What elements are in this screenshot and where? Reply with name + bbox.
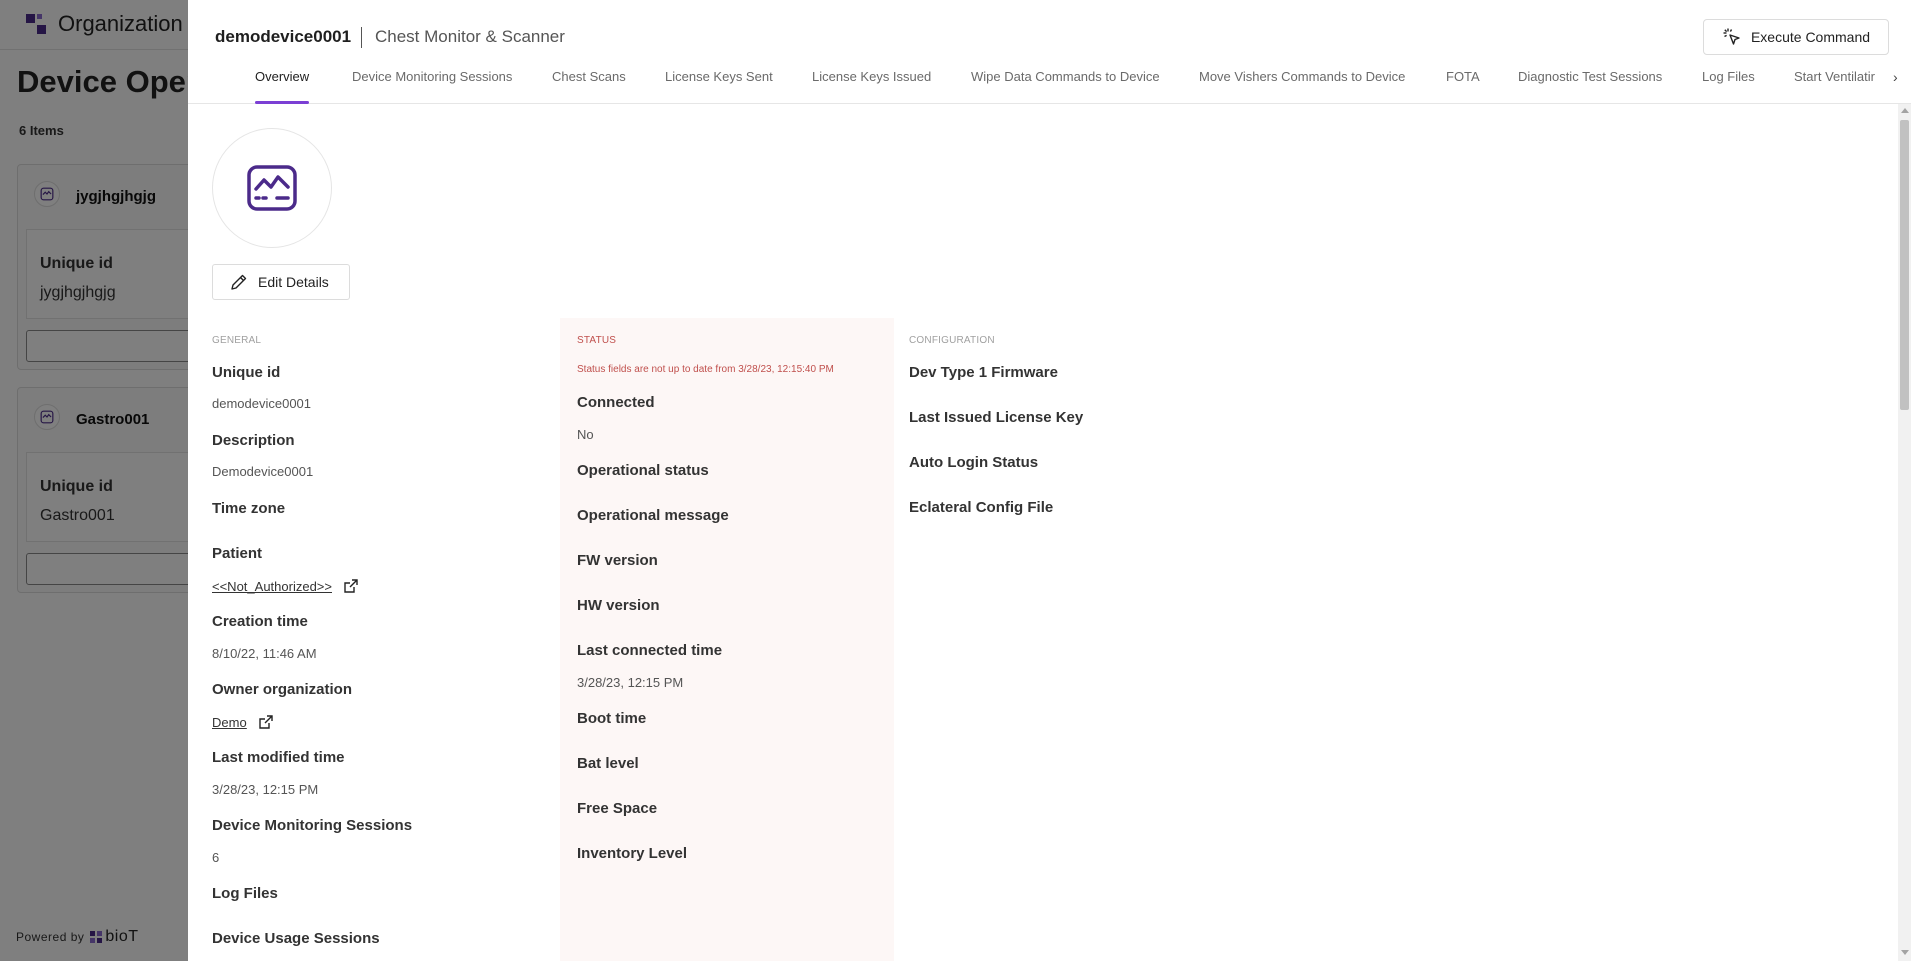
external-link-icon xyxy=(343,578,359,594)
bat-level-label: Bat level xyxy=(577,755,639,772)
tabs-next-icon[interactable]: › xyxy=(1893,69,1898,85)
patient-link-text: <<Not_Authorized>> xyxy=(212,578,332,594)
time-zone-label: Time zone xyxy=(212,500,286,517)
auto-login-status-label: Auto Login Status xyxy=(909,454,1039,471)
tab-start-ventilation[interactable]: Start Ventilatir xyxy=(1794,69,1875,84)
device-avatar xyxy=(212,128,332,248)
device-monitoring-sessions-value: 6 xyxy=(212,850,220,865)
monitor-chart-icon xyxy=(247,165,297,211)
creation-time-value: 8/10/22, 11:46 AM xyxy=(212,646,317,661)
general-section-title: GENERAL xyxy=(212,335,262,346)
header-divider xyxy=(361,27,362,48)
owner-organization-label: Owner organization xyxy=(212,681,353,698)
external-link-icon xyxy=(258,714,274,730)
tab-overview[interactable]: Overview xyxy=(255,69,309,104)
device-usage-sessions-label: Device Usage Sessions xyxy=(212,930,380,947)
tab-log-files[interactable]: Log Files xyxy=(1702,69,1755,84)
status-section-title: STATUS xyxy=(577,335,617,346)
patient-link[interactable] xyxy=(212,578,359,594)
dev-type-1-firmware-label: Dev Type 1 Firmware xyxy=(909,364,1058,381)
connected-value: No xyxy=(577,427,594,442)
execute-command-label: Execute Command xyxy=(1750,29,1871,45)
owner-organization-link-text: Demo xyxy=(212,714,247,730)
pencil-icon xyxy=(230,273,248,291)
patient-label: Patient xyxy=(212,545,263,562)
scrollbar-thumb[interactable] xyxy=(1900,120,1909,410)
scroll-down-icon[interactable] xyxy=(1901,950,1909,955)
tab-fota[interactable]: FOTA xyxy=(1446,69,1480,84)
eclateral-config-file-label: Eclateral Config File xyxy=(909,499,1054,516)
cursor-click-icon xyxy=(1722,27,1742,47)
boot-time-label: Boot time xyxy=(577,710,647,727)
tab-chest-scans[interactable]: Chest Scans xyxy=(552,69,626,84)
last-connected-time-label: Last connected time xyxy=(577,642,723,659)
description-value: Demodevice0001 xyxy=(212,464,314,479)
edit-details-button[interactable] xyxy=(212,264,350,300)
tab-device-monitoring-sessions[interactable]: Device Monitoring Sessions xyxy=(352,69,513,84)
hw-version-label: HW version xyxy=(577,597,660,614)
tab-license-keys-sent[interactable]: License Keys Sent xyxy=(665,69,773,84)
status-stale-note: Status fields are not up to date from 3/28/23, 12:15:40 PM xyxy=(577,364,834,375)
inventory-level-label: Inventory Level xyxy=(577,845,688,862)
connected-label: Connected xyxy=(577,394,655,411)
fw-version-label: FW version xyxy=(577,552,658,569)
device-monitoring-sessions-label: Device Monitoring Sessions xyxy=(212,817,413,834)
tab-license-keys-issued[interactable]: License Keys Issued xyxy=(812,69,932,84)
last-modified-time-label: Last modified time xyxy=(212,749,345,766)
execute-command-button[interactable] xyxy=(1703,19,1889,55)
tab-bar xyxy=(188,58,1911,104)
tab-wipe-data-commands[interactable]: Wipe Data Commands to Device xyxy=(971,69,1160,84)
log-files-label: Log Files xyxy=(212,885,278,902)
free-space-label: Free Space xyxy=(577,800,658,817)
last-connected-time-value: 3/28/23, 12:15 PM xyxy=(577,675,684,690)
tab-move-vishers-commands[interactable]: Move Vishers Commands to Device xyxy=(1199,69,1406,84)
device-name: demodevice0001 xyxy=(215,27,352,46)
scroll-up-icon[interactable] xyxy=(1901,108,1909,113)
status-panel xyxy=(560,318,894,961)
last-issued-license-key-label: Last Issued License Key xyxy=(909,409,1084,426)
unique-id-value: demodevice0001 xyxy=(212,396,312,411)
device-type: Chest Monitor & Scanner xyxy=(375,27,565,46)
operational-message-label: Operational message xyxy=(577,507,729,524)
device-details-drawer xyxy=(188,0,1911,961)
unique-id-label: Unique id xyxy=(212,364,281,381)
description-label: Description xyxy=(212,432,295,449)
last-modified-time-value: 3/28/23, 12:15 PM xyxy=(212,782,319,797)
edit-details-label: Edit Details xyxy=(258,274,329,290)
tab-diagnostic-test-sessions[interactable]: Diagnostic Test Sessions xyxy=(1518,69,1663,84)
configuration-section-title: CONFIGURATION xyxy=(909,335,995,346)
owner-organization-link[interactable] xyxy=(212,714,274,730)
creation-time-label: Creation time xyxy=(212,613,308,630)
operational-status-label: Operational status xyxy=(577,462,709,479)
